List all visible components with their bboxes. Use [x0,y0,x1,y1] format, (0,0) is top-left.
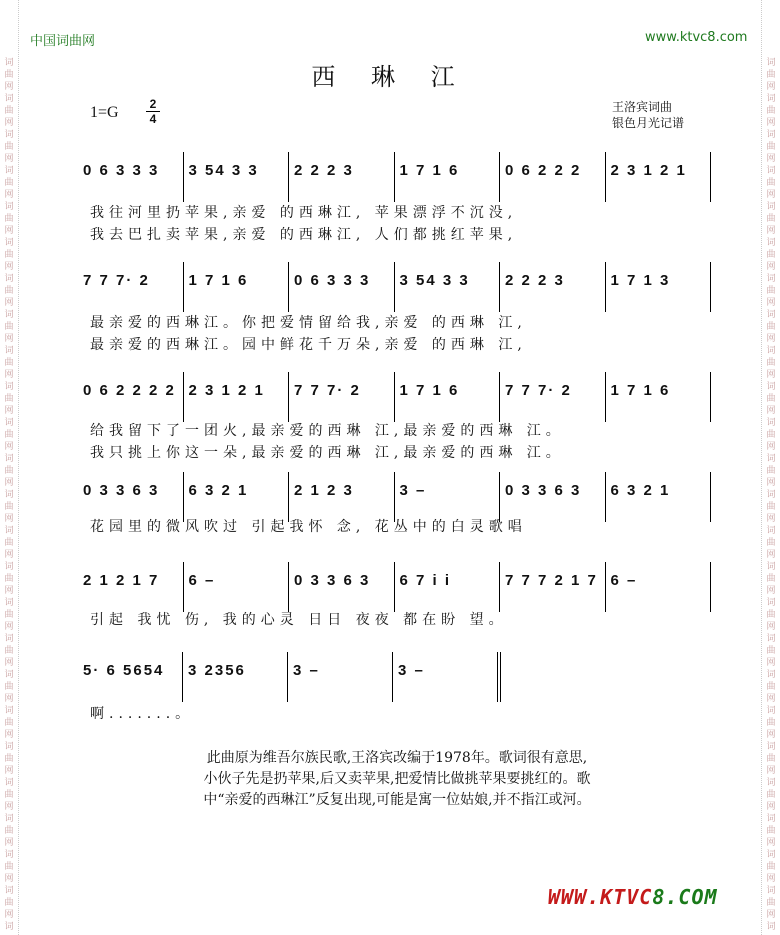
side-watermark-char: 词 [766,238,776,248]
music-system [77,472,710,522]
side-watermark-char: 曲 [766,394,776,404]
side-watermark-char: 曲 [766,466,776,476]
side-watermark-char: 网 [4,802,14,812]
side-watermark-char: 网 [766,406,776,416]
side-watermark-char: 网 [4,478,14,488]
music-system [77,152,710,202]
side-watermark-char: 网 [4,226,14,236]
side-watermark-char: 曲 [4,394,14,404]
measure [392,652,501,702]
measure [183,262,290,312]
side-watermark-char: 曲 [766,862,776,872]
side-watermark-char: 网 [4,118,14,128]
site-logo: WWW.KTVC8.COM [548,885,718,909]
measure [182,652,288,702]
lyric-line: 我往河里扔苹果,亲爱 的西琳江, 苹果漂浮不沉没, [90,205,518,221]
side-watermark-char: 词 [4,310,14,320]
side-watermark-char: 网 [766,298,776,308]
side-watermark-char: 曲 [4,142,14,152]
right-watermark-strip [761,0,780,935]
measure [288,472,395,522]
side-watermark-char: 曲 [4,898,14,908]
measure [499,472,606,522]
side-watermark-char: 曲 [766,682,776,692]
side-watermark-char: 网 [4,658,14,668]
side-watermark-char: 词 [766,94,776,104]
lyric-line: 给我留下了一团火,最亲爱的西琳 江,最亲爱的西琳 江。 [90,423,565,439]
side-watermark-char: 网 [766,514,776,524]
side-watermark-char: 网 [766,838,776,848]
side-watermark-char: 曲 [4,178,14,188]
side-watermark-char: 词 [766,58,776,68]
side-watermark-char: 词 [4,814,14,824]
side-watermark-char: 曲 [4,646,14,656]
side-watermark-char: 网 [766,370,776,380]
side-watermark-char: 词 [4,670,14,680]
lyric-line: 我只挑上你这一朵,最亲爱的西琳 江,最亲爱的西琳 江。 [90,445,565,461]
side-watermark-char: 曲 [4,790,14,800]
side-watermark-char: 曲 [766,790,776,800]
measure-notes: 2 1 2 3 [294,482,354,499]
side-watermark-char: 网 [766,586,776,596]
side-watermark-char: 网 [4,550,14,560]
side-watermark-char: 词 [4,454,14,464]
side-watermark-char: 网 [4,82,14,92]
side-watermark-char: 词 [766,382,776,392]
site-url-watermark[interactable]: www.ktvc8.com [645,30,748,45]
measure [288,372,395,422]
measure [77,562,184,612]
measure-notes: 1 7 1 6 [188,272,249,289]
lyric-line: 最亲爱的西琳江。园中鲜花千万朵,亲爱 的西琳 江, [90,337,527,353]
measure-notes: 5· 6 5654 [83,662,165,679]
measure [183,372,290,422]
side-watermark-char: 曲 [4,862,14,872]
measure-notes: 3 2356 [188,662,246,679]
measure [605,472,712,522]
side-watermark-char: 曲 [766,754,776,764]
measure-notes: 7 7 7 2 1 7 [505,572,598,589]
side-watermark-char: 词 [766,562,776,572]
measure [605,372,712,422]
side-watermark-char: 词 [766,778,776,788]
side-watermark-char: 网 [4,370,14,380]
side-watermark-char: 词 [766,166,776,176]
side-watermark-char: 网 [766,910,776,920]
side-watermark-char: 网 [4,334,14,344]
side-watermark-char: 曲 [4,754,14,764]
measure [394,262,501,312]
key-signature: 1=G [90,104,119,121]
measure [499,262,606,312]
side-watermark-char: 词 [766,742,776,752]
side-watermark-char: 词 [766,418,776,428]
side-watermark-char: 词 [766,706,776,716]
measure-notes: 3 54 3 3 [399,272,470,289]
side-watermark-char: 网 [766,622,776,632]
measure [77,152,184,202]
side-watermark-char: 词 [4,274,14,284]
measure-notes: 2 3 1 2 1 [188,382,265,399]
measure-notes: 6 7 i i [399,572,452,589]
side-watermark-char: 词 [4,742,14,752]
measure-notes: 1 7 1 6 [610,382,671,399]
side-watermark-char: 曲 [766,718,776,728]
side-watermark-char: 网 [766,478,776,488]
side-watermark-char: 词 [4,850,14,860]
side-watermark-char: 曲 [4,610,14,620]
side-watermark-char: 词 [766,922,776,932]
side-watermark-char: 网 [766,730,776,740]
measure-notes: 6 – [610,572,638,589]
side-watermark-char: 曲 [766,70,776,80]
side-watermark-char: 曲 [4,574,14,584]
measure-notes: 0 6 3 3 3 [83,162,160,179]
note-line: 小伙子先是扔苹果,后又卖苹果,把爱情比做挑苹果要挑红的。歌 [203,771,591,787]
side-watermark-char: 网 [766,442,776,452]
side-watermark-char: 曲 [4,538,14,548]
side-watermark-char: 词 [766,886,776,896]
transcriber-credit: 银色月光记谱 [612,116,685,130]
side-watermark-char: 曲 [766,142,776,152]
side-watermark-char: 网 [4,874,14,884]
measure-notes: 1 7 1 6 [399,162,460,179]
side-watermark-char: 网 [766,190,776,200]
lyric-line: 最亲爱的西琳江。你把爱情留给我,亲爱 的西琳 江, [90,315,527,331]
side-watermark-char: 曲 [4,322,14,332]
side-watermark-char: 词 [766,490,776,500]
side-watermark-char: 词 [766,598,776,608]
side-watermark-char: 曲 [766,646,776,656]
side-watermark-char: 网 [4,442,14,452]
side-watermark-char: 词 [4,202,14,212]
side-watermark-char: 曲 [766,106,776,116]
lyric-line: 啊.......。 [90,706,195,722]
lyric-line: 我去巴扎卖苹果,亲爱 的西琳江, 人们都挑红苹果, [90,227,518,243]
side-watermark-char: 词 [4,94,14,104]
side-watermark-char: 词 [4,346,14,356]
side-watermark-char: 词 [766,526,776,536]
side-watermark-char: 曲 [766,178,776,188]
lyric-line: 花园里的微风吹过 引起我怀 念, 花丛中的白灵歌唱 [90,519,527,535]
side-watermark-char: 曲 [766,322,776,332]
music-system [77,372,710,422]
side-watermark-char: 词 [766,850,776,860]
measure-notes: 1 7 1 6 [399,382,460,399]
side-watermark-char: 词 [4,598,14,608]
time-signature [146,98,160,125]
side-watermark-char: 网 [766,82,776,92]
side-watermark-char: 网 [4,190,14,200]
measure [77,372,184,422]
measure [394,562,501,612]
measure-notes: 7 7 7· 2 [83,272,150,289]
song-title: 西 琳 江 [311,63,469,91]
side-watermark-char: 曲 [4,70,14,80]
side-watermark-char: 网 [766,658,776,668]
measure-notes: 3 54 3 3 [188,162,259,179]
measure [605,262,712,312]
measure [499,562,606,612]
measure [183,472,290,522]
measure [394,472,501,522]
side-watermark-char: 网 [4,262,14,272]
time-numerator: 2 [149,97,157,111]
side-watermark-char: 网 [766,802,776,812]
side-watermark-char: 词 [766,634,776,644]
measure-notes: 3 – [293,662,320,679]
side-watermark-char: 网 [4,838,14,848]
side-watermark-char: 网 [4,154,14,164]
measure-notes: 2 3 1 2 1 [610,162,687,179]
measure-notes: 7 7 7· 2 [505,382,572,399]
side-watermark-char: 曲 [4,106,14,116]
side-watermark-char: 曲 [766,358,776,368]
measure-notes: 6 3 2 1 [188,482,249,499]
side-watermark-char: 网 [4,514,14,524]
side-watermark-char: 网 [4,406,14,416]
measure [394,372,501,422]
measure [77,652,183,702]
side-watermark-char: 曲 [4,502,14,512]
measure [605,152,712,202]
side-watermark-char: 曲 [4,682,14,692]
side-watermark-char: 词 [4,562,14,572]
side-watermark-char: 网 [766,874,776,884]
measure [183,562,290,612]
side-watermark-char: 曲 [4,250,14,260]
side-watermark-char: 曲 [766,826,776,836]
measure-notes: 0 6 2 2 2 2 [83,382,176,399]
side-watermark-char: 曲 [766,538,776,548]
lyric-line: 引起 我忧 伤, 我的心灵 日日 夜夜 都在盼 望。 [90,612,508,628]
side-watermark-char: 词 [766,346,776,356]
music-system [77,652,710,702]
side-watermark-char: 曲 [4,214,14,224]
measure [499,152,606,202]
measure-notes: 2 2 2 3 [294,162,354,179]
measure [394,152,501,202]
measure-notes: 6 – [188,572,216,589]
side-watermark-char: 曲 [4,466,14,476]
measure-notes: 6 3 2 1 [610,482,671,499]
side-watermark-char: 曲 [766,214,776,224]
side-watermark-char: 网 [766,694,776,704]
side-watermark-char: 词 [766,310,776,320]
measure-notes: 0 6 2 2 2 [505,162,582,179]
side-watermark-char: 词 [4,706,14,716]
side-watermark-char: 曲 [766,430,776,440]
side-watermark-char: 网 [766,118,776,128]
side-watermark-char: 词 [4,778,14,788]
measure-notes: 0 3 3 6 3 [83,482,160,499]
music-system [77,262,710,312]
side-watermark-char: 词 [4,490,14,500]
side-watermark-char: 网 [766,766,776,776]
side-watermark-char: 词 [766,130,776,140]
time-denominator: 4 [149,112,157,126]
left-watermark-strip [0,0,19,935]
side-watermark-char: 曲 [766,502,776,512]
measure [77,472,184,522]
side-watermark-char: 词 [4,634,14,644]
side-watermark-char: 网 [4,622,14,632]
side-watermark-char: 曲 [4,718,14,728]
side-watermark-char: 网 [4,694,14,704]
side-watermark-char: 词 [766,670,776,680]
side-watermark-char: 曲 [766,610,776,620]
side-watermark-char: 词 [4,130,14,140]
side-watermark-char: 曲 [766,250,776,260]
measure [288,562,395,612]
side-watermark-char: 网 [4,298,14,308]
lyricist-credit: 王洛宾词曲 [612,100,673,114]
measure [287,652,393,702]
side-watermark-char: 网 [766,154,776,164]
measure [605,562,712,612]
side-watermark-char: 词 [4,922,14,932]
measure [288,152,395,202]
measure [183,152,290,202]
side-watermark-char: 网 [4,910,14,920]
side-watermark-char: 词 [4,166,14,176]
music-system [77,562,710,612]
side-watermark-char: 曲 [4,826,14,836]
side-watermark-char: 词 [4,526,14,536]
site-name-watermark: 中国词曲网 [30,34,96,49]
note-line: 中“亲爱的西琳江”反复出现,可能是寓一位姑娘,并不指江或河。 [203,792,591,808]
side-watermark-char: 网 [766,226,776,236]
side-watermark-char: 词 [4,382,14,392]
side-watermark-char: 曲 [4,286,14,296]
side-watermark-char: 词 [766,454,776,464]
side-watermark-char: 网 [4,766,14,776]
side-watermark-char: 曲 [766,898,776,908]
side-watermark-char: 词 [766,814,776,824]
measure-notes: 3 – [399,482,427,499]
side-watermark-char: 网 [766,262,776,272]
side-watermark-char: 曲 [4,358,14,368]
measure-notes: 3 – [398,662,425,679]
measure [499,372,606,422]
measure-notes: 0 3 3 6 3 [294,572,371,589]
side-watermark-char: 词 [4,418,14,428]
side-watermark-char: 网 [4,730,14,740]
side-watermark-char: 曲 [766,574,776,584]
side-watermark-char: 网 [4,586,14,596]
measure-notes: 0 3 3 6 3 [505,482,582,499]
side-watermark-char: 词 [4,238,14,248]
side-watermark-char: 曲 [4,430,14,440]
measure-notes: 2 1 2 1 7 [83,572,160,589]
measure-notes: 2 2 2 3 [505,272,565,289]
song-note [77,748,717,811]
side-watermark-char: 曲 [766,286,776,296]
side-watermark-char: 网 [766,334,776,344]
side-watermark-char: 词 [766,202,776,212]
measure-notes: 1 7 1 3 [610,272,671,289]
measure-notes: 0 6 3 3 3 [294,272,371,289]
measure-notes: 7 7 7· 2 [294,382,361,399]
side-watermark-char: 词 [4,58,14,68]
side-watermark-char: 词 [4,886,14,896]
side-watermark-char: 网 [766,550,776,560]
side-watermark-char: 词 [766,274,776,284]
note-line: 此曲原为维吾尔族民歌,王洛宾改编于1978年。歌词很有意思, [206,750,588,766]
measure [288,262,395,312]
measure [77,262,184,312]
